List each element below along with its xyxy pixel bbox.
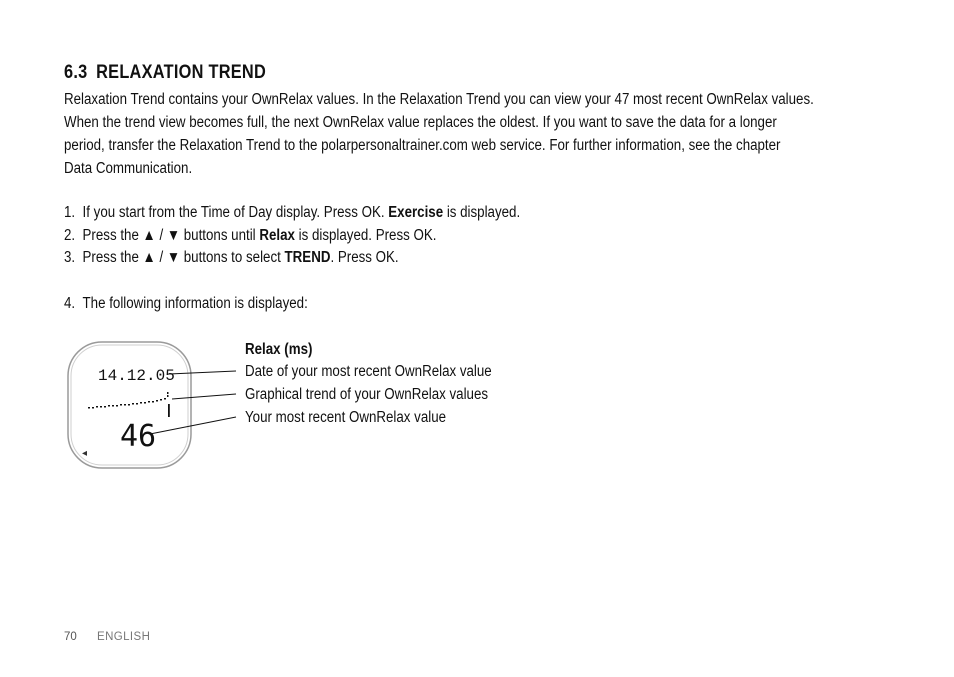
display-arrow: ◂ — [82, 448, 88, 459]
section-number: 6.3 — [64, 62, 88, 83]
step-1 — [64, 201, 520, 224]
callout-value: Your most recent OwnRelax value — [245, 409, 447, 426]
intro-line: Relaxation Trend contains your OwnRelax values. In the Relaxation Trend you can view your 47 most recent OwnRelax values. — [64, 91, 814, 108]
page-number: 70 — [64, 631, 77, 643]
step-bold: TREND — [284, 249, 331, 266]
display-value: 46 — [120, 419, 157, 454]
intro-line: When the trend view becomes full, the next OwnRelax value replaces the oldest. If you want to save the data for a longer — [64, 114, 777, 131]
step-3 — [64, 246, 399, 269]
intro-paragraph — [64, 88, 814, 180]
step-number: 4. — [64, 295, 76, 312]
step-text: Press the ▲ / ▼ buttons until — [82, 227, 260, 244]
step-number: 1. — [64, 204, 76, 221]
display-date: 14.12.05 — [98, 367, 175, 385]
step-text-end: is displayed. Press OK. — [294, 227, 437, 244]
callout-heading: Relax (ms) — [245, 341, 313, 358]
step-text: The following information is displayed: — [82, 295, 308, 312]
footer-language: ENGLISH — [97, 631, 151, 643]
step-text: If you start from the Time of Day display. Press OK. — [82, 204, 389, 221]
callout-date: Date of your most recent OwnRelax value — [245, 363, 492, 380]
section-title: RELAXATION TREND — [96, 62, 267, 83]
step-text-end: is displayed. — [443, 204, 521, 221]
step-bold: Exercise — [388, 204, 444, 221]
step-number: 3. — [64, 249, 76, 266]
intro-line: Data Communication. — [64, 160, 193, 177]
intro-line: period, transfer the Relaxation Trend to the polarpersonaltrainer.com web service. For further information, see the chapter — [64, 137, 781, 154]
step-number: 2. — [64, 227, 76, 244]
step-4 — [64, 292, 308, 315]
step-bold: Relax — [259, 227, 295, 244]
watch-display-illustration — [64, 338, 264, 478]
step-text-end: . Press OK. — [330, 249, 399, 266]
section-heading — [64, 62, 266, 84]
step-text: Press the ▲ / ▼ buttons to select — [82, 249, 285, 266]
step-2 — [64, 224, 436, 247]
callout-trend: Graphical trend of your OwnRelax values — [245, 386, 489, 403]
